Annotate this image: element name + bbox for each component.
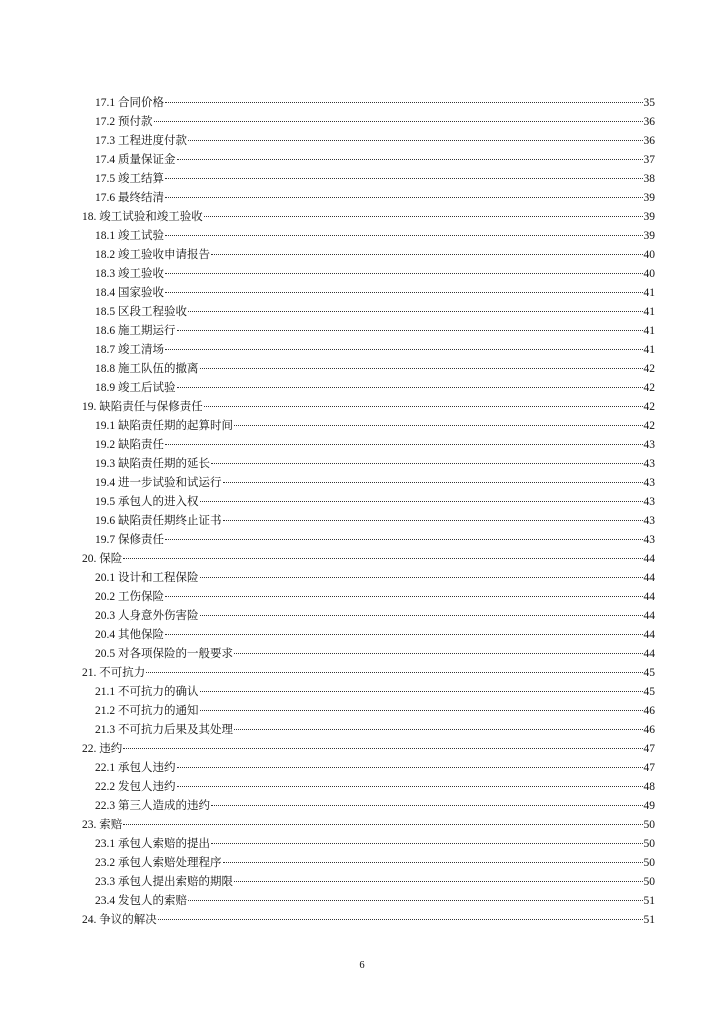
- toc-entry-page-number: 37: [643, 154, 655, 166]
- toc-entry-page-number: 40: [643, 249, 655, 261]
- toc-section-entry[interactable]: [82, 265, 655, 284]
- toc-entry-page-number: 39: [643, 211, 655, 223]
- toc-entry-page-number: 47: [643, 743, 655, 755]
- dot-leader: [123, 558, 642, 559]
- toc-section-entry[interactable]: [82, 94, 655, 113]
- toc-entry-title: 23.4 发包人的索赔: [95, 895, 187, 907]
- toc-entry-page-number: 43: [643, 515, 655, 527]
- dot-leader: [158, 919, 643, 920]
- dot-leader: [154, 121, 643, 122]
- toc-entry-title: 18.3 竣工验收: [95, 268, 164, 280]
- toc-section-entry[interactable]: [82, 170, 655, 189]
- toc-section-entry[interactable]: [82, 303, 655, 322]
- dot-leader: [200, 577, 643, 578]
- toc-entry-title: 17.2 预付款: [95, 116, 153, 128]
- toc-entry-title: 18.9 竣工后试验: [95, 382, 176, 394]
- dot-leader: [165, 292, 643, 293]
- toc-entry-title: 18.6 施工期运行: [95, 325, 176, 337]
- dot-leader: [177, 159, 643, 160]
- dot-leader: [123, 824, 642, 825]
- toc-entry-page-number: 45: [643, 667, 655, 679]
- dot-leader: [223, 862, 643, 863]
- toc-section-entry[interactable]: [82, 721, 655, 740]
- toc-section-entry[interactable]: [82, 759, 655, 778]
- toc-entry-page-number: 43: [643, 477, 655, 489]
- toc-entry-title: 17.1 合同价格: [95, 97, 164, 109]
- toc-entry-title: 19.3 缺陷责任期的延长: [95, 458, 210, 470]
- toc-section-entry[interactable]: [82, 531, 655, 550]
- toc-section-entry[interactable]: [82, 569, 655, 588]
- dot-leader: [165, 349, 643, 350]
- toc-section-entry[interactable]: [82, 379, 655, 398]
- toc-section-entry[interactable]: [82, 835, 655, 854]
- toc-section-entry[interactable]: [82, 892, 655, 911]
- dot-leader: [234, 425, 643, 426]
- dot-leader: [165, 178, 643, 179]
- toc-entry-page-number: 44: [643, 629, 655, 641]
- toc-section-entry[interactable]: [82, 113, 655, 132]
- dot-leader: [165, 539, 643, 540]
- toc-entry-page-number: 44: [643, 648, 655, 660]
- toc-entry-title: 21.2 不可抗力的通知: [95, 705, 199, 717]
- toc-entry-title: 21.3 不可抗力后果及其处理: [95, 724, 233, 736]
- toc-entry-page-number: 38: [643, 173, 655, 185]
- toc-section-entry[interactable]: [82, 645, 655, 664]
- dot-leader: [200, 368, 643, 369]
- toc-section-entry[interactable]: [82, 246, 655, 265]
- toc-entry-page-number: 48: [643, 781, 655, 793]
- toc-entry-title: 19.2 缺陷责任: [95, 439, 164, 451]
- toc-section-entry[interactable]: [82, 455, 655, 474]
- toc-chapter-entry[interactable]: [82, 208, 655, 227]
- toc-entry-page-number: 50: [643, 819, 655, 831]
- toc-entry-page-number: 44: [643, 610, 655, 622]
- toc-entry-page-number: 36: [643, 135, 655, 147]
- dot-leader: [223, 482, 643, 483]
- toc-section-entry[interactable]: [82, 284, 655, 303]
- dot-leader: [204, 406, 643, 407]
- toc-entry-page-number: 45: [643, 686, 655, 698]
- toc-entry-title: 20.1 设计和工程保险: [95, 572, 199, 584]
- toc-entry-page-number: 44: [643, 553, 655, 565]
- toc-chapter-entry[interactable]: [82, 911, 655, 930]
- toc-entry-page-number: 51: [643, 895, 655, 907]
- toc-entry-page-number: 42: [643, 420, 655, 432]
- dot-leader: [211, 254, 643, 255]
- toc-chapter-entry[interactable]: [82, 816, 655, 835]
- toc-entry-title: 18.2 竣工验收申请报告: [95, 249, 210, 261]
- toc-entry-page-number: 42: [643, 363, 655, 375]
- toc-section-entry[interactable]: [82, 436, 655, 455]
- toc-entry-title: 22. 违约: [82, 743, 123, 755]
- toc-section-entry[interactable]: [82, 322, 655, 341]
- toc-section-entry[interactable]: [82, 474, 655, 493]
- toc-entry-page-number: 49: [643, 800, 655, 812]
- toc-section-entry[interactable]: [82, 512, 655, 531]
- toc-section-entry[interactable]: [82, 588, 655, 607]
- toc-section-entry[interactable]: [82, 626, 655, 645]
- dot-leader: [234, 653, 643, 654]
- toc-entry-title: 17.6 最终结清: [95, 192, 164, 204]
- toc-entry-page-number: 40: [643, 268, 655, 280]
- toc-entry-title: 18.7 竣工清场: [95, 344, 164, 356]
- toc-entry-title: 19.5 承包人的进入权: [95, 496, 199, 508]
- toc-chapter-entry[interactable]: [82, 740, 655, 759]
- page-number: 6: [359, 960, 365, 971]
- toc-entry-title: 21. 不可抗力: [82, 667, 146, 679]
- toc-entry-page-number: 50: [643, 857, 655, 869]
- toc-entry-title: 20.4 其他保险: [95, 629, 164, 641]
- toc-section-entry[interactable]: [82, 151, 655, 170]
- toc-entry-title: 23.1 承包人索赔的提出: [95, 838, 210, 850]
- toc-entry-title: 19. 缺陷责任与保修责任: [82, 401, 203, 413]
- dot-leader: [188, 311, 643, 312]
- dot-leader: [223, 520, 643, 521]
- toc-entry-page-number: 35: [643, 97, 655, 109]
- dot-leader: [211, 805, 643, 806]
- toc-section-entry[interactable]: [82, 607, 655, 626]
- dot-leader: [234, 729, 643, 730]
- toc-entry-page-number: 41: [643, 325, 655, 337]
- toc-entry-page-number: 43: [643, 439, 655, 451]
- dot-leader: [165, 102, 643, 103]
- dot-leader: [165, 444, 643, 445]
- toc-entry-title: 19.6 缺陷责任期终止证书: [95, 515, 222, 527]
- toc-entry-title: 17.3 工程进度付款: [95, 135, 187, 147]
- toc-entry-title: 22.2 发包人违约: [95, 781, 176, 793]
- toc-section-entry[interactable]: [82, 227, 655, 246]
- toc-section-entry[interactable]: [82, 873, 655, 892]
- toc-entry-page-number: 43: [643, 496, 655, 508]
- dot-leader: [211, 463, 643, 464]
- toc-entry-title: 18.5 区段工程验收: [95, 306, 187, 318]
- dot-leader: [234, 881, 643, 882]
- toc-entry-title: 18.8 施工队伍的撤离: [95, 363, 199, 375]
- toc-entry-page-number: 50: [643, 876, 655, 888]
- toc-section-entry[interactable]: [82, 797, 655, 816]
- toc-entry-page-number: 51: [643, 914, 655, 926]
- toc-entry-page-number: 44: [643, 591, 655, 603]
- toc-section-entry[interactable]: [82, 189, 655, 208]
- toc-entry-page-number: 42: [643, 382, 655, 394]
- toc-entry-page-number: 41: [643, 306, 655, 318]
- toc-entry-title: 18.1 竣工试验: [95, 230, 164, 242]
- toc-entry-page-number: 42: [643, 401, 655, 413]
- toc-entry-title: 22.1 承包人违约: [95, 762, 176, 774]
- toc-entry-page-number: 43: [643, 534, 655, 546]
- toc-section-entry[interactable]: [82, 683, 655, 702]
- table-of-contents: [82, 94, 655, 930]
- toc-entry-page-number: 50: [643, 838, 655, 850]
- dot-leader: [200, 691, 643, 692]
- toc-entry-page-number: 44: [643, 572, 655, 584]
- toc-section-entry[interactable]: [82, 493, 655, 512]
- dot-leader: [146, 672, 642, 673]
- dot-leader: [177, 387, 643, 388]
- toc-entry-title: 22.3 第三人造成的违约: [95, 800, 210, 812]
- dot-leader: [204, 216, 643, 217]
- toc-section-entry[interactable]: [82, 778, 655, 797]
- dot-leader: [188, 140, 643, 141]
- toc-chapter-entry[interactable]: [82, 550, 655, 569]
- dot-leader: [177, 330, 643, 331]
- toc-entry-title: 21.1 不可抗力的确认: [95, 686, 199, 698]
- toc-entry-page-number: 41: [643, 344, 655, 356]
- toc-entry-title: 19.1 缺陷责任期的起算时间: [95, 420, 233, 432]
- toc-entry-title: 23.3 承包人提出索赔的期限: [95, 876, 233, 888]
- toc-section-entry[interactable]: [82, 360, 655, 379]
- toc-entry-title: 23.2 承包人索赔处理程序: [95, 857, 222, 869]
- dot-leader: [165, 235, 643, 236]
- toc-entry-page-number: 46: [643, 705, 655, 717]
- toc-entry-page-number: 36: [643, 116, 655, 128]
- toc-entry-title: 24. 争议的解决: [82, 914, 157, 926]
- toc-entry-page-number: 39: [643, 230, 655, 242]
- dot-leader: [211, 843, 643, 844]
- dot-leader: [165, 273, 643, 274]
- toc-entry-page-number: 47: [643, 762, 655, 774]
- toc-section-entry[interactable]: [82, 132, 655, 151]
- toc-section-entry[interactable]: [82, 854, 655, 873]
- toc-entry-page-number: 39: [643, 192, 655, 204]
- dot-leader: [165, 596, 643, 597]
- dot-leader: [200, 615, 643, 616]
- dot-leader: [123, 748, 642, 749]
- dot-leader: [177, 786, 643, 787]
- toc-entry-title: 19.7 保修责任: [95, 534, 164, 546]
- toc-entry-title: 18.4 国家验收: [95, 287, 164, 299]
- dot-leader: [200, 501, 643, 502]
- dot-leader: [177, 767, 643, 768]
- toc-entry-title: 23. 索赔: [82, 819, 123, 831]
- toc-section-entry[interactable]: [82, 417, 655, 436]
- toc-entry-page-number: 46: [643, 724, 655, 736]
- toc-entry-title: 20.2 工伤保险: [95, 591, 164, 603]
- dot-leader: [165, 197, 643, 198]
- toc-entry-title: 17.5 竣工结算: [95, 173, 164, 185]
- dot-leader: [188, 900, 643, 901]
- toc-chapter-entry[interactable]: [82, 398, 655, 417]
- toc-entry-title: 19.4 进一步试验和试运行: [95, 477, 222, 489]
- toc-entry-title: 20.5 对各项保险的一般要求: [95, 648, 233, 660]
- toc-chapter-entry[interactable]: [82, 664, 655, 683]
- toc-entry-page-number: 41: [643, 287, 655, 299]
- toc-section-entry[interactable]: [82, 702, 655, 721]
- toc-section-entry[interactable]: [82, 341, 655, 360]
- dot-leader: [165, 634, 643, 635]
- toc-entry-title: 17.4 质量保证金: [95, 154, 176, 166]
- toc-entry-page-number: 43: [643, 458, 655, 470]
- toc-entry-title: 18. 竣工试验和竣工验收: [82, 211, 203, 223]
- toc-entry-title: 20.3 人身意外伤害险: [95, 610, 199, 622]
- dot-leader: [200, 710, 643, 711]
- toc-entry-title: 20. 保险: [82, 553, 123, 565]
